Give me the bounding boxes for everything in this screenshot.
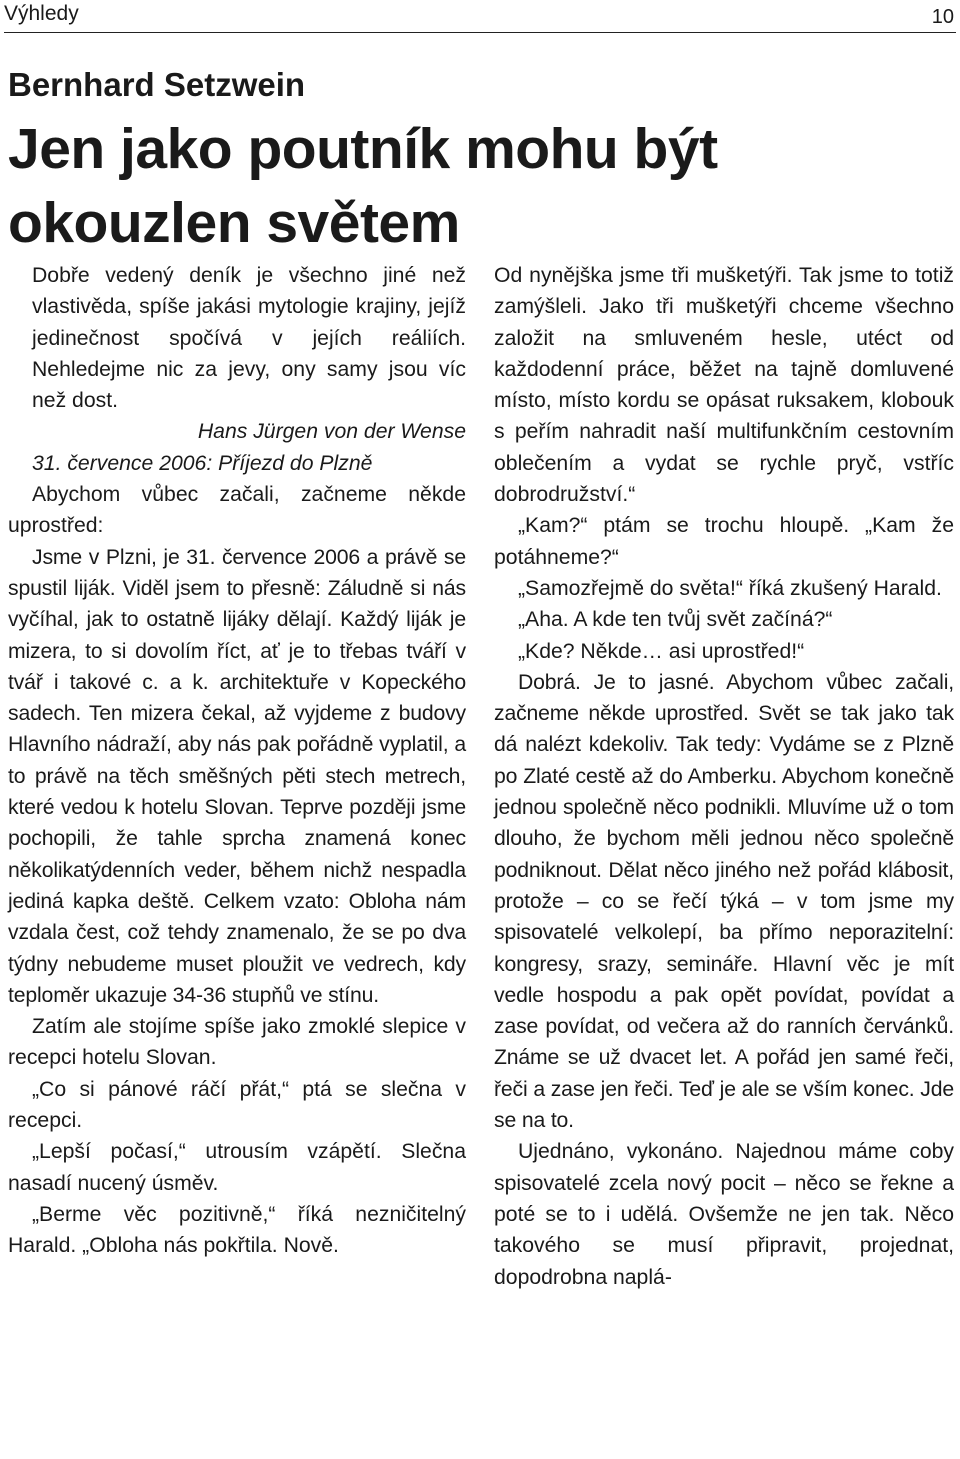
paragraph: „Co si pánové ráčí přát,“ ptá se slečna v recepci. — [8, 1077, 466, 1133]
epigraph-text: Dobře vedený deník je všechno jiné než vlastivěda, spíše jakási mytologie krajiny, jejíž jedinečnost spočívá v jejích reáliích. Nehledejme nic za jevy, ony samy jsou víc než dost. — [32, 264, 466, 413]
article-author: Bernhard Setzwein — [8, 66, 306, 103]
left-column — [8, 260, 466, 1262]
running-header — [4, 0, 956, 33]
article-title: Jen jako poutník mohu být okouzlen světem — [8, 117, 718, 255]
section-title: Výhledy — [4, 2, 79, 25]
epigraph-author: Hans Jürgen von der Wense — [197, 420, 466, 444]
paragraph: „Samozřejmě do světa!“ říká zkušený Harald. — [518, 576, 942, 600]
paragraph: „Berme věc pozitivně,“ říká nezničitelný Harald. „Obloha nás pokřtila. Nově. — [8, 1202, 466, 1258]
paragraph: Ujednáno, vykonáno. Najednou máme coby spisovatelé zcela nový pocit – něco se řekne a poté se to i udělá. Ovšemže ne jen tak. Něco takového se musí připravit, projednat, dopodrobna naplá- — [494, 1140, 954, 1289]
paragraph: Od nynějška jsme tři mušketýři. Tak jsme to totiž zamýšleli. Jako tři mušketýři chceme všechno založit na smluveném hesle, utéct od každodenní práce, běžet na tajně domluvené místo, místo kordu se opásat ruksakem, klobouk s peřím nahradit naší multifunkčním cestovním oblečením a vydat se rychle pryč, vstříc dobrodružství.“ — [494, 264, 954, 507]
paragraph: Abychom vůbec začali, začneme někde uprostřed: — [8, 483, 466, 538]
dateline: 31. července 2006: Příjezd do Plzně — [32, 451, 373, 475]
paragraph: „Kam?“ ptám se trochu hloupě. „Kam že potáhneme?“ — [494, 514, 954, 569]
paragraph: „Aha. A kde ten tvůj svět začíná?“ — [518, 608, 833, 632]
page-number: 10 — [931, 6, 954, 28]
paragraph: „Lepší počasí,“ utrousím vzápětí. Slečna nasadí nucený úsměv. — [8, 1140, 466, 1195]
right-column — [494, 260, 954, 1293]
paragraph: Zatím ale stojíme spíše jako zmoklé slepice v recepci hotelu Slovan. — [8, 1015, 466, 1070]
paragraph: Dobrá. Je to jasné. Abychom vůbec začali, začneme někde uprostřed. Svět se tak jako tak dá nalézt kdekoliv. Tak tedy: Vydáme se z Plzně po Zlaté cestě až do Amberku. Abychom konečně jednou společně něco podnikli. Mluvíme už o tom dlouho, že bychom měli jednou něco společně podniknout. Dělat něco jiného než pořád klábosit, protože – co se řečí týká – v tom jsme my spisovatelé velkolepí, ba přímo neporazitelní: kongresy, srazy, semináře. Hlavní věc je mít vedle hospodu a pak opět povídat, povídat a zase povídat, od večera až do ranních červánků. Známe se už dvacet let. A pořád jen samé řeči, řeči a zase jen řeči. Teď je ale se vším konec. Jde se na to. — [494, 670, 954, 1133]
paragraph: Jsme v Plzni, je 31. července 2006 a právě se spustil liják. Viděl jsem to přesně: Záludně si nás vyčíhal, jak to ostatně lijáky dělají. Každý liják je mizera, to si dovolím říct, ať je to třebas tváří v tvář i takové c. a k. architektuře v Kopeckého sadech. Ten mizera čekal, až vyjdeme z budovy Hlavního nádraží, aby nás pak pořádně vyplatil, a to právě na těch směšných pěti stech metrech, které vedou k hotelu Slovan. Teprve později jsme pochopili, že tahle sprcha znamená konec několikatýdenních veder, během nichž nespadla jediná kapka deště. Celkem vzato: Obloha nám vzdala čest, což tehdy znamenalo, že se po dva týdny nebudeme muset ploužit ve vedrech, kdy teploměr ukazuje 34-36 stupňů ve stínu. — [8, 545, 466, 1007]
epigraph — [8, 260, 466, 448]
paragraph: „Kde? Někde… asi uprostřed!“ — [518, 639, 805, 663]
